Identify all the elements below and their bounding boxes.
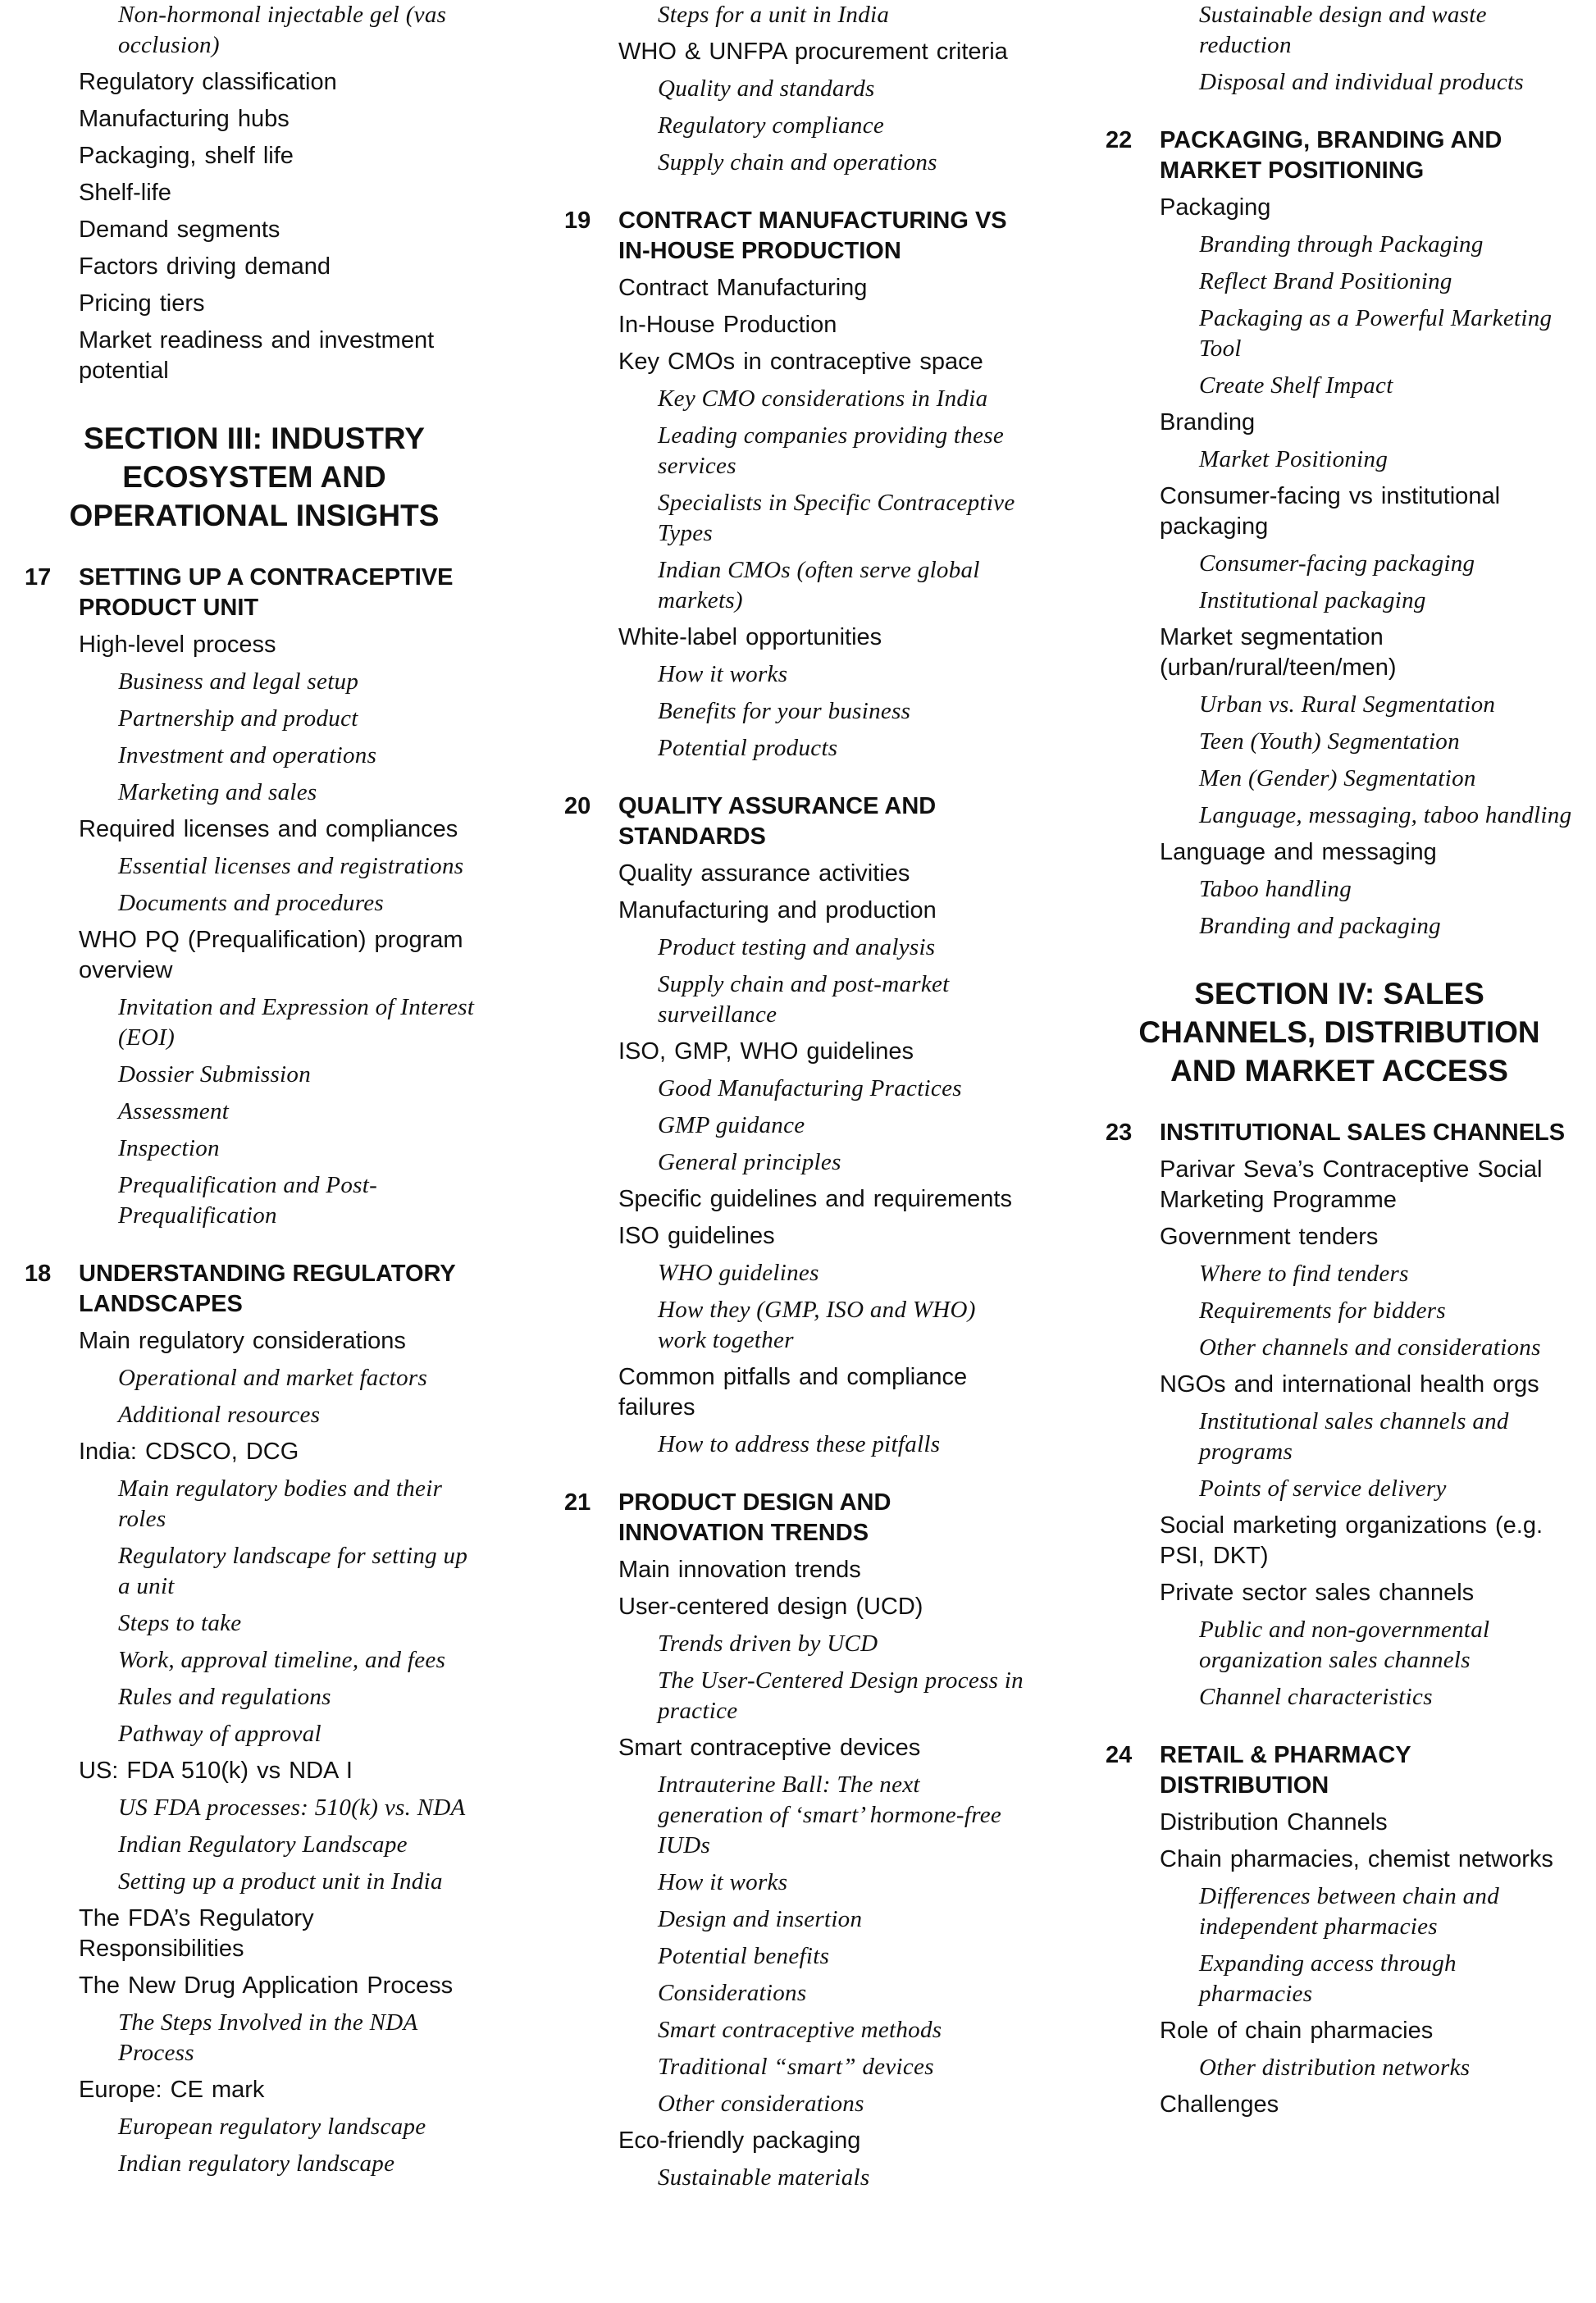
toc-topic: Private sector sales channels <box>1160 1580 1475 1606</box>
toc-subtopic: Design and insertion <box>658 1906 863 1932</box>
toc-subtopic: Branding through Packaging <box>1199 231 1484 258</box>
toc-subtopic: Potential products <box>658 735 838 761</box>
toc-subtopic: How it works <box>658 661 788 687</box>
toc-subtopic: Benefits for your business <box>658 698 911 724</box>
toc-subtopic: How to address these pitfalls <box>658 1431 941 1457</box>
toc-topic: Manufacturing hubs <box>79 106 290 132</box>
toc-topic: India: CDSCO, DCG <box>79 1439 299 1465</box>
toc-topic: Pricing tiers <box>79 290 205 317</box>
toc-subtopic: Other channels and considerations <box>1199 1334 1541 1361</box>
toc-subtopic: Supply chain and post-market surveillance <box>658 971 950 1028</box>
toc-subtopic: Language, messaging, taboo handling <box>1199 802 1572 828</box>
toc-subtopic: Packaging as a Powerful Marketing Tool <box>1199 305 1553 362</box>
toc-subtopic: Institutional packaging <box>1199 587 1426 613</box>
toc-topic: Distribution Channels <box>1160 1809 1388 1836</box>
chapter-title: CONTRACT MANUFACTURING VS IN-HOUSE PRODUCTION <box>618 207 1007 264</box>
toc-topic: US: FDA 510(k) vs NDA I <box>79 1758 353 1784</box>
toc-subtopic: Reflect Brand Positioning <box>1199 268 1452 294</box>
chapter-number: 19 <box>564 207 591 234</box>
toc-topic: Parivar Seva’s Contraceptive Social Marketing Programme <box>1160 1156 1543 1213</box>
toc-subtopic: Indian Regulatory Landscape <box>118 1831 408 1858</box>
chapter-title: PRODUCT DESIGN AND INNOVATION TRENDS <box>618 1489 891 1546</box>
chapter-title: PACKAGING, BRANDING AND MARKET POSITIONING <box>1160 127 1503 184</box>
toc-subtopic: Expanding access through pharmacies <box>1199 1950 1457 2007</box>
toc-column-2 <box>564 0 1024 2193</box>
toc-subtopic: Product testing and analysis <box>658 934 936 960</box>
toc-topic: User-centered design (UCD) <box>618 1594 923 1620</box>
toc-subtopic: Public and non-governmental organization sales channels <box>1199 1617 1490 1673</box>
toc-subtopic: The Steps Involved in the NDA Process <box>118 2009 417 2066</box>
toc-topic: Main innovation trends <box>618 1557 861 1583</box>
toc-subtopic: Disposal and individual products <box>1199 69 1525 95</box>
toc-subtopic: Invitation and Expression of Interest (EOI) <box>118 994 475 1051</box>
toc-subtopic: US FDA processes: 510(k) vs. NDA <box>118 1795 466 1821</box>
toc-subtopic: Where to find tenders <box>1199 1261 1409 1287</box>
toc-topic: Quality assurance activities <box>618 860 910 887</box>
chapter-heading <box>1106 1740 1573 1801</box>
toc-topic: Manufacturing and production <box>618 897 937 923</box>
toc-subtopic: Taboo handling <box>1199 876 1352 902</box>
toc-subtopic: Additional resources <box>118 1402 321 1428</box>
toc-topic: NGOs and international health orgs <box>1160 1371 1539 1398</box>
toc-topic: Consumer-facing vs institutional packaging <box>1160 483 1501 540</box>
toc-subtopic: Pathway of approval <box>118 1721 321 1747</box>
toc-subtopic: European regulatory landscape <box>118 2114 426 2140</box>
toc-subtopic: Other considerations <box>658 2091 864 2117</box>
toc-topic: Required licenses and compliances <box>79 816 458 842</box>
toc-topic: Demand segments <box>79 217 280 243</box>
toc-subtopic: Differences between chain and independent pharmacies <box>1199 1883 1499 1940</box>
toc-subtopic: Main regulatory bodies and their roles <box>118 1475 443 1532</box>
chapter-heading <box>1106 1118 1573 1148</box>
toc-subtopic: Indian CMOs (often serve global markets) <box>658 557 980 613</box>
toc-subtopic: Indian regulatory landscape <box>118 2150 395 2177</box>
toc-subtopic: Supply chain and operations <box>658 149 937 176</box>
chapter-heading <box>25 1259 484 1320</box>
toc-subtopic: Teen (Youth) Segmentation <box>1199 728 1460 755</box>
toc-topic: Market readiness and investment potential <box>79 327 435 384</box>
toc-subtopic: Regulatory compliance <box>658 112 885 139</box>
toc-subtopic: Prequalification and Post-Prequalification <box>118 1172 378 1229</box>
toc-topic: White-label opportunities <box>618 624 882 650</box>
toc-subtopic: Trends driven by UCD <box>658 1630 878 1657</box>
toc-topic: WHO & UNFPA procurement criteria <box>618 39 1008 65</box>
toc-subtopic: General principles <box>658 1149 841 1175</box>
chapter-title: UNDERSTANDING REGULATORY LANDSCAPES <box>79 1261 456 1317</box>
toc-subtopic: Branding and packaging <box>1199 913 1441 939</box>
toc-subtopic: Partnership and product <box>118 705 358 732</box>
chapter-heading <box>564 206 1024 267</box>
toc-topic: Branding <box>1160 409 1256 436</box>
toc-topic: Common pitfalls and compliance failures <box>618 1364 968 1421</box>
toc-subtopic: Good Manufacturing Practices <box>658 1075 962 1101</box>
chapter-number: 21 <box>564 1489 591 1516</box>
chapter-heading <box>1106 125 1573 186</box>
toc-topic: Packaging <box>1160 194 1271 221</box>
toc-column-1 <box>25 0 484 2179</box>
toc-subtopic: Sustainable materials <box>658 2164 870 2191</box>
toc-subtopic: Market Positioning <box>1199 446 1389 472</box>
toc-topic: Shelf-life <box>79 180 171 206</box>
toc-topic: Role of chain pharmacies <box>1160 2018 1434 2044</box>
toc-topic: Language and messaging <box>1160 839 1437 865</box>
toc-topic: Social marketing organizations (e.g. PSI, DKT) <box>1160 1512 1544 1569</box>
toc-subtopic: Channel characteristics <box>1199 1684 1433 1710</box>
section-heading: SECTION III: INDUSTRY ECOSYSTEM AND OPERATIONAL INSIGHTS <box>69 422 440 532</box>
toc-subtopic: The User-Centered Design process in practice <box>658 1667 1024 1724</box>
toc-subtopic: How it works <box>658 1869 788 1895</box>
toc-subtopic: Traditional “smart” devices <box>658 2054 934 2080</box>
chapter-heading <box>564 1488 1024 1548</box>
toc-topic: High-level process <box>79 632 276 658</box>
toc-topic: Contract Manufacturing <box>618 275 868 301</box>
toc-subtopic: Specialists in Specific Contraceptive Types <box>658 490 1015 546</box>
toc-topic: Challenges <box>1160 2091 1279 2118</box>
toc-subtopic: Work, approval timeline, and fees <box>118 1647 446 1673</box>
toc-subtopic: Setting up a product unit in India <box>118 1868 443 1895</box>
chapter-number: 22 <box>1106 127 1133 153</box>
toc-subtopic: Potential benefits <box>658 1943 830 1969</box>
toc-subtopic: Documents and procedures <box>118 890 384 916</box>
toc-subtopic: WHO guidelines <box>658 1260 819 1286</box>
toc-subtopic: Essential licenses and registrations <box>118 853 464 879</box>
chapter-title: RETAIL & PHARMACY DISTRIBUTION <box>1160 1742 1411 1799</box>
toc-subtopic: Requirements for bidders <box>1199 1297 1446 1324</box>
chapter-number: 18 <box>25 1261 52 1287</box>
toc-subtopic: Institutional sales channels and programs <box>1199 1408 1509 1465</box>
toc-subtopic: Regulatory landscape for setting up a unit <box>118 1543 468 1599</box>
toc-subtopic: Steps to take <box>118 1610 242 1636</box>
toc-topic: Regulatory classification <box>79 69 337 95</box>
toc-subtopic: Smart contraceptive methods <box>658 2017 942 2043</box>
toc-topic: Chain pharmacies, chemist networks <box>1160 1846 1553 1872</box>
toc-topic: Key CMOs in contraceptive space <box>618 349 983 375</box>
chapter-number: 20 <box>564 793 591 819</box>
toc-subtopic: Consumer-facing packaging <box>1199 550 1475 577</box>
toc-subtopic: Quality and standards <box>658 75 875 102</box>
toc-subtopic: Non-hormonal injectable gel (vas occlusion) <box>118 2 447 58</box>
toc-subtopic: Steps for a unit in India <box>658 2 890 28</box>
toc-topic: WHO PQ (Prequalification) program overview <box>79 927 463 983</box>
toc-topic: ISO, GMP, WHO guidelines <box>618 1038 914 1065</box>
chapter-heading <box>25 563 484 623</box>
toc-column-3 <box>1106 0 1573 2120</box>
toc-topic: Packaging, shelf life <box>79 143 294 169</box>
toc-subtopic: Rules and regulations <box>118 1684 331 1710</box>
toc-subtopic: Sustainable design and waste reduction <box>1199 2 1487 58</box>
chapter-title: QUALITY ASSURANCE AND STANDARDS <box>618 793 937 850</box>
toc-topic: Main regulatory considerations <box>79 1328 406 1354</box>
toc-subtopic: Key CMO considerations in India <box>658 385 988 412</box>
toc-topic: ISO guidelines <box>618 1223 775 1249</box>
toc-topic: Government tenders <box>1160 1224 1379 1250</box>
toc-subtopic: Assessment <box>118 1098 230 1124</box>
toc-subtopic: Create Shelf Impact <box>1199 372 1393 399</box>
toc-topic: Eco-friendly packaging <box>618 2127 861 2154</box>
toc-topic: Europe: CE mark <box>79 2077 265 2103</box>
chapter-number: 24 <box>1106 1742 1133 1768</box>
chapter-number: 17 <box>25 564 52 591</box>
toc-subtopic: Marketing and sales <box>118 779 317 805</box>
chapter-title: INSTITUTIONAL SALES CHANNELS <box>1160 1120 1566 1146</box>
toc-subtopic: Inspection <box>118 1135 220 1161</box>
toc-subtopic: Points of service delivery <box>1199 1475 1447 1502</box>
toc-subtopic: How they (GMP, ISO and WHO) work together <box>658 1297 976 1353</box>
toc-subtopic: Urban vs. Rural Segmentation <box>1199 691 1496 718</box>
toc-subtopic: Other distribution networks <box>1199 2054 1471 2081</box>
chapter-heading <box>564 791 1024 852</box>
toc-topic: In-House Production <box>618 312 837 338</box>
toc-subtopic: Intrauterine Ball: The next generation of ‘smart’ hormone-free IUDs <box>658 1772 1002 1858</box>
toc-topic: Smart contraceptive devices <box>618 1735 921 1761</box>
toc-subtopic: Men (Gender) Segmentation <box>1199 765 1476 791</box>
toc-topic: Specific guidelines and requirements <box>618 1186 1012 1212</box>
toc-subtopic: GMP guidance <box>658 1112 805 1138</box>
toc-topic: The New Drug Application Process <box>79 1972 454 1999</box>
toc-subtopic: Leading companies providing these services <box>658 422 1005 479</box>
toc-subtopic: Investment and operations <box>118 742 377 768</box>
toc-topic: Market segmentation (urban/rural/teen/men) <box>1160 624 1397 681</box>
toc-subtopic: Dossier Submission <box>118 1061 312 1088</box>
section-heading: SECTION IV: SALES CHANNELS, DISTRIBUTION AND MARKET ACCESS <box>1138 977 1540 1088</box>
toc-subtopic: Business and legal setup <box>118 668 359 695</box>
toc-subtopic: Operational and market factors <box>118 1365 428 1391</box>
chapter-title: SETTING UP A CONTRACEPTIVE PRODUCT UNIT <box>79 564 454 621</box>
toc-topic: The FDA’s Regulatory Responsibilities <box>79 1905 314 1962</box>
toc-topic: Factors driving demand <box>79 253 331 280</box>
chapter-number: 23 <box>1106 1120 1133 1146</box>
toc-subtopic: Considerations <box>658 1980 807 2006</box>
